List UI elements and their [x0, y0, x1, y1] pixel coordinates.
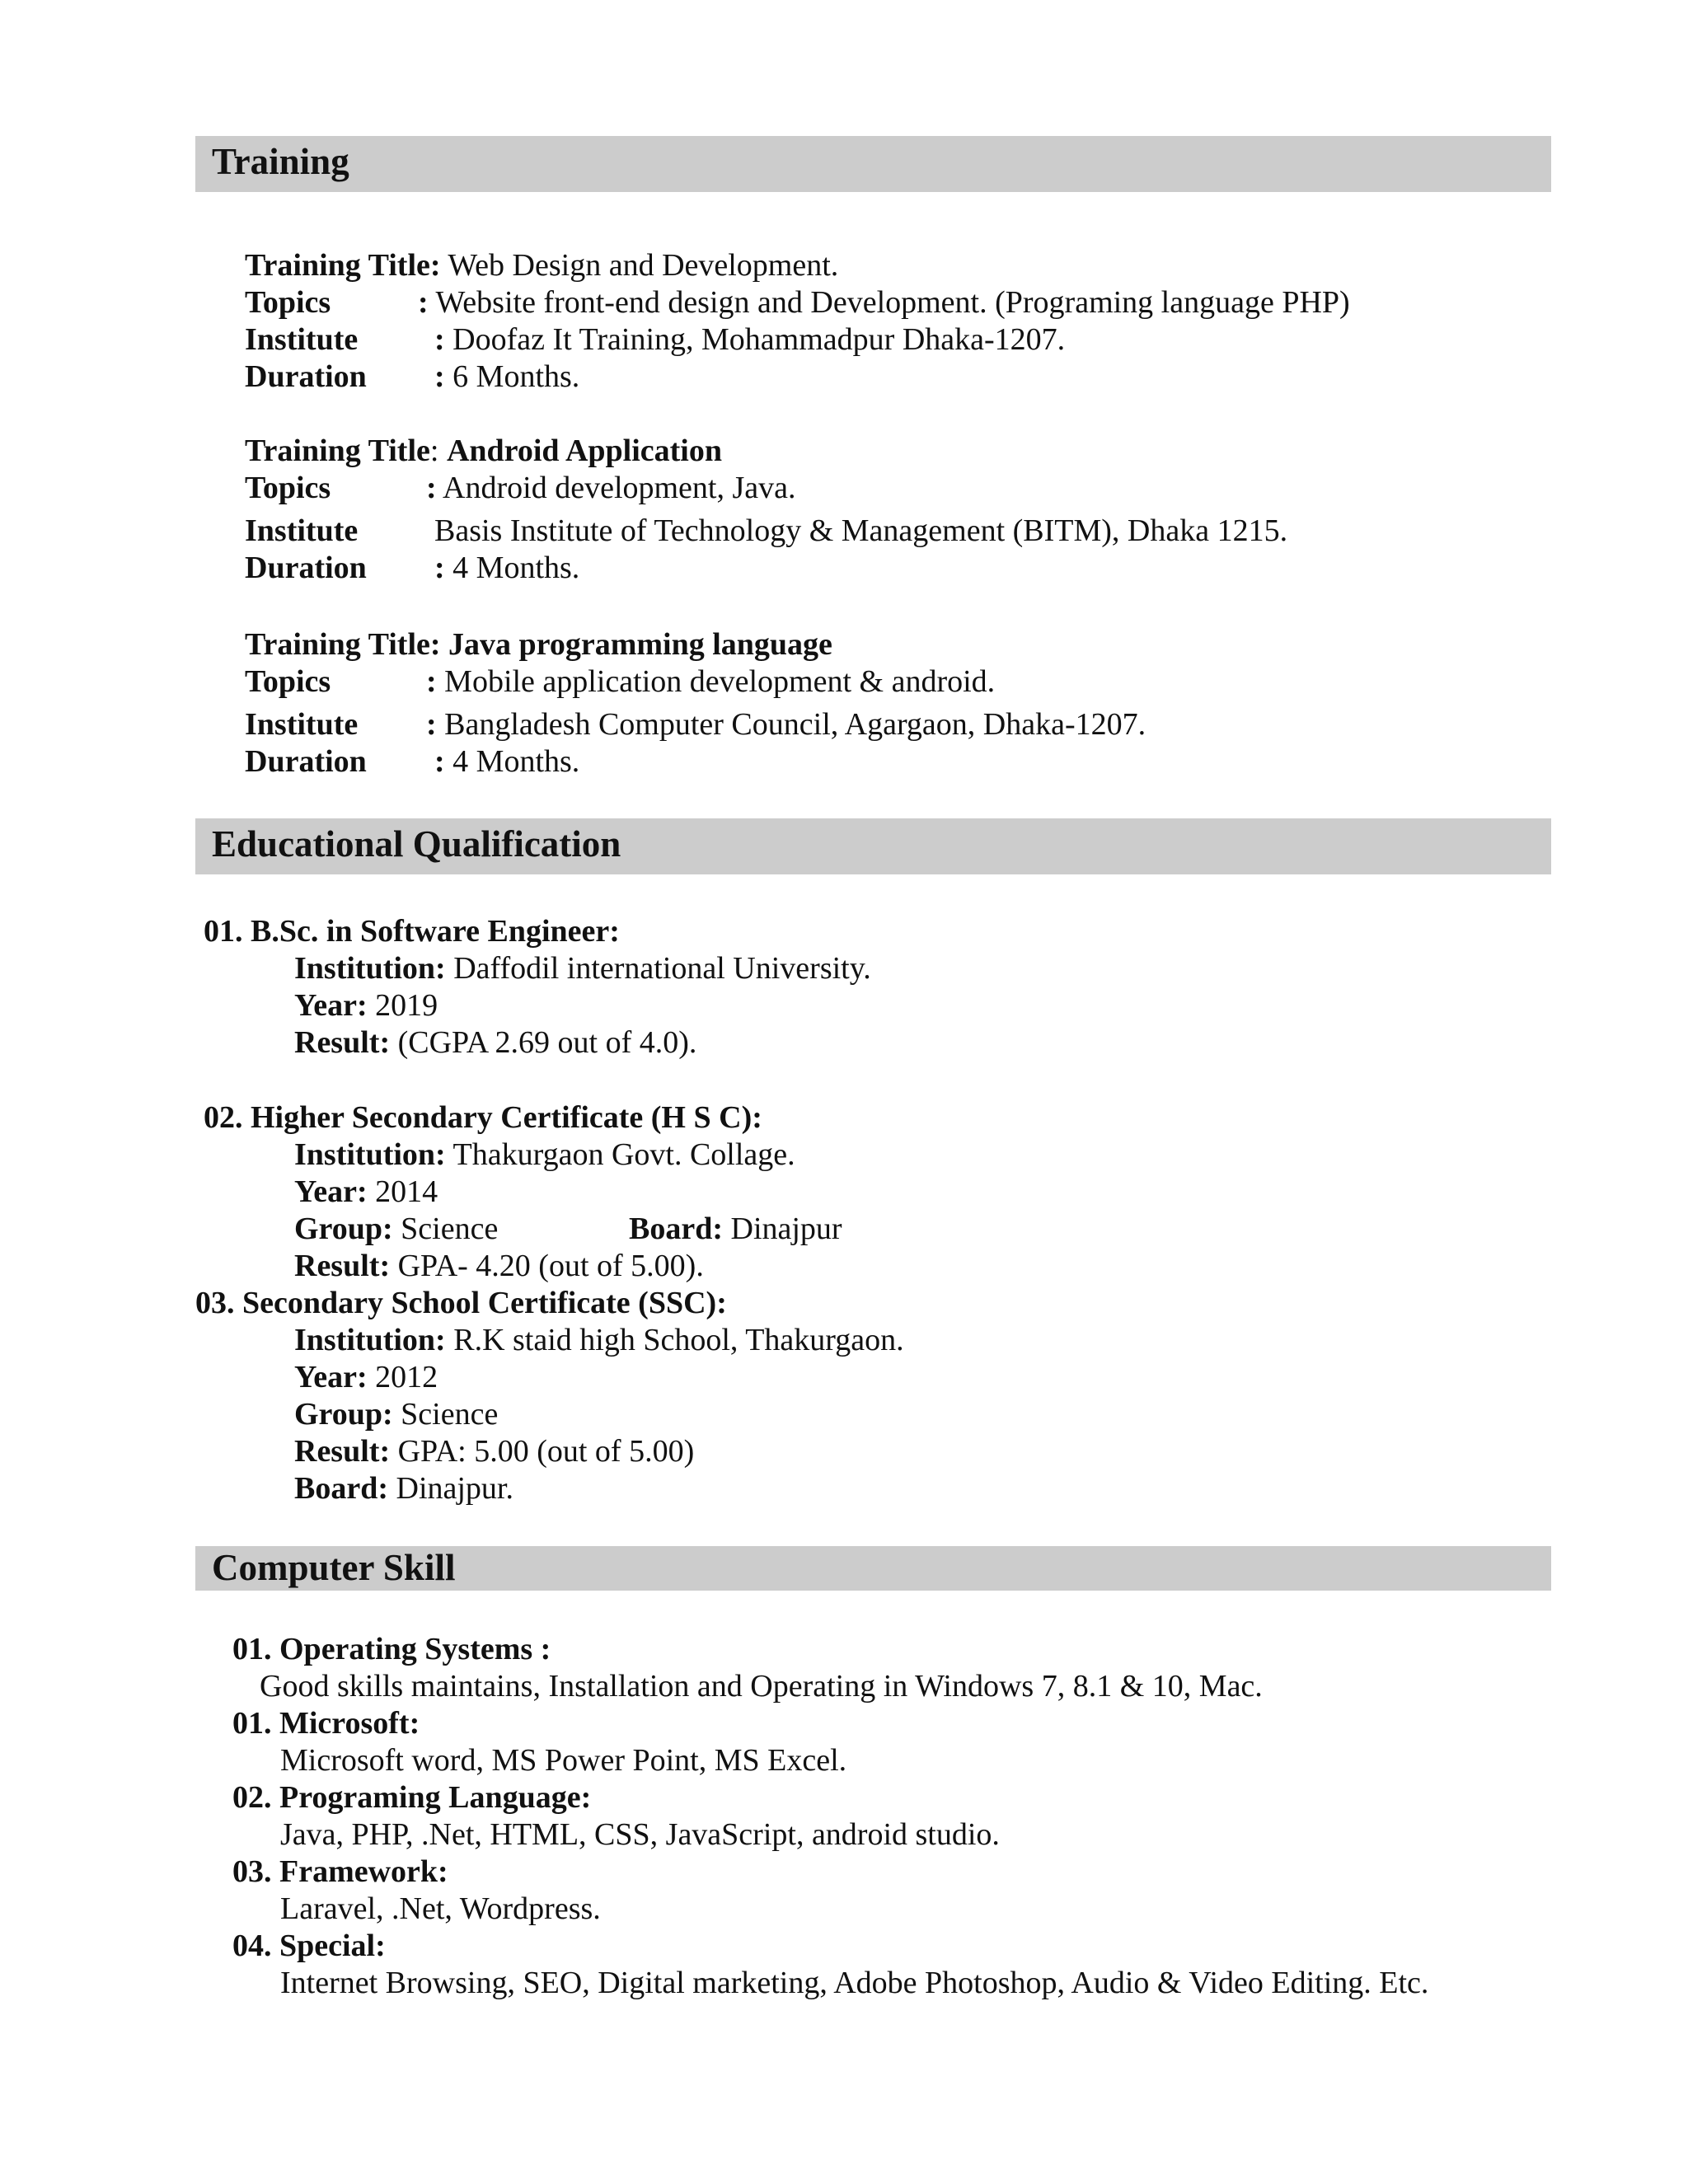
- group-label: Group:: [294, 1397, 393, 1432]
- result-label: Result:: [294, 1025, 391, 1060]
- skill-2-heading: 01. Microsoft:: [232, 1706, 420, 1741]
- ssc-board: [294, 1470, 513, 1507]
- topics-label: Topics: [245, 285, 331, 320]
- board-value: Dinajpur.: [388, 1471, 513, 1506]
- topics-colon: :: [418, 285, 429, 320]
- institution-value: Daffodil international University.: [445, 951, 871, 986]
- training-title-sep: :: [429, 434, 447, 468]
- training-3-institute: [245, 706, 1146, 743]
- result-value: (CGPA 2.69 out of 4.0).: [390, 1025, 697, 1060]
- skill-5-heading: 04. Special:: [232, 1929, 386, 1963]
- skills-section-header: Computer Skill: [195, 1546, 1551, 1591]
- topics-value: Mobile application development & android.: [436, 664, 996, 699]
- duration-value: 4 Months.: [444, 551, 580, 585]
- bsc-result: [294, 1024, 696, 1061]
- hsc-year: [294, 1174, 438, 1210]
- result-label: Result:: [294, 1249, 391, 1283]
- skill-4-detail: Laravel, .Net, Wordpress.: [280, 1891, 601, 1926]
- year-label: Year:: [294, 1174, 368, 1209]
- institution-label: Institution:: [294, 1137, 446, 1172]
- training-title-label: Training Title: Java programming language: [245, 627, 832, 662]
- result-value: GPA- 4.20 (out of 5.00).: [390, 1249, 704, 1283]
- institute-value: Bangladesh Computer Council, Agargaon, Dhaka-1207.: [436, 707, 1146, 742]
- institute-label: Institute: [245, 707, 359, 742]
- institute-label: Institute: [245, 322, 359, 357]
- institution-label: Institution:: [294, 1323, 446, 1357]
- training-1-title: [245, 247, 838, 284]
- ssc-year: [294, 1359, 438, 1395]
- topics-label: Topics: [245, 664, 331, 699]
- training-1-institute: [245, 321, 1065, 358]
- hsc-board: [629, 1211, 842, 1247]
- year-label: Year:: [294, 1360, 368, 1394]
- skill-4-heading: 03. Framework:: [232, 1854, 448, 1889]
- skill-2-detail: Microsoft word, MS Power Point, MS Excel.: [280, 1743, 847, 1778]
- training-title-label: Training Title:: [245, 248, 441, 283]
- ssc-institution: [294, 1322, 904, 1358]
- duration-colon: :: [434, 744, 445, 779]
- year-value: 2014: [367, 1174, 438, 1209]
- topics-value: Website front-end design and Development. (Programing language PHP): [428, 285, 1350, 320]
- duration-label: Duration: [245, 744, 367, 779]
- hsc-heading: 02. Higher Secondary Certificate (H S C):: [204, 1100, 762, 1135]
- skill-3-detail: Java, PHP, .Net, HTML, CSS, JavaScript, android studio.: [280, 1817, 1000, 1852]
- topics-colon: :: [426, 471, 437, 505]
- bsc-year: [294, 987, 438, 1024]
- board-value: Dinajpur: [723, 1212, 842, 1246]
- training-1-duration: [245, 359, 579, 395]
- training-2-topics: [245, 470, 796, 506]
- duration-value: 4 Months.: [444, 744, 580, 779]
- hsc-result: [294, 1248, 704, 1284]
- year-value: 2019: [367, 988, 438, 1023]
- year-value: 2012: [367, 1360, 438, 1394]
- institute-value: Basis Institute of Technology & Management (BITM), Dhaka 1215.: [434, 513, 1288, 548]
- skill-3-heading: 02. Programing Language:: [232, 1780, 592, 1815]
- result-value: GPA: 5.00 (out of 5.00): [390, 1434, 695, 1469]
- training-title-label: Training Title: [245, 434, 430, 468]
- duration-value: 6 Months.: [444, 359, 580, 394]
- training-3-topics: [245, 663, 995, 700]
- ssc-group: [294, 1396, 498, 1432]
- duration-label: Duration: [245, 551, 367, 585]
- board-label: Board:: [294, 1471, 388, 1506]
- training-title-value: Android Application: [446, 434, 722, 468]
- institute-value: Doofaz It Training, Mohammadpur Dhaka-1207.: [444, 322, 1066, 357]
- topics-value: Android development, Java.: [436, 471, 796, 505]
- education-section-header: Educational Qualification: [195, 818, 1551, 874]
- training-title-value: Web Design and Development.: [440, 248, 839, 283]
- group-value: Science: [392, 1397, 499, 1432]
- training-2-institute: [245, 513, 1287, 549]
- duration-colon: :: [434, 359, 445, 394]
- topics-label: Topics: [245, 471, 331, 505]
- topics-colon: :: [426, 664, 437, 699]
- ssc-heading: 03. Secondary School Certificate (SSC):: [195, 1286, 727, 1320]
- hsc-institution: [294, 1137, 795, 1173]
- training-2-duration: [245, 550, 579, 586]
- training-section-header: Training: [195, 136, 1551, 192]
- group-value: Science: [392, 1212, 499, 1246]
- skill-1-detail: Good skills maintains, Installation and Operating in Windows 7, 8.1 & 10, Mac.: [260, 1669, 1263, 1704]
- training-3-duration: [245, 743, 579, 780]
- board-label: Board:: [629, 1212, 723, 1246]
- training-3-title: [245, 626, 832, 663]
- bsc-institution: [294, 950, 871, 987]
- duration-label: Duration: [245, 359, 367, 394]
- ssc-result: [294, 1433, 694, 1469]
- institution-label: Institution:: [294, 951, 446, 986]
- institute-colon: :: [434, 322, 445, 357]
- training-1-topics: [245, 284, 1350, 321]
- training-2-title: [245, 433, 722, 469]
- institution-value: Thakurgaon Govt. Collage.: [445, 1137, 795, 1172]
- institute-label: Institute: [245, 513, 359, 548]
- year-label: Year:: [294, 988, 368, 1023]
- result-label: Result:: [294, 1434, 391, 1469]
- hsc-group: [294, 1211, 498, 1247]
- institution-value: R.K staid high School, Thakurgaon.: [445, 1323, 904, 1357]
- institute-colon: :: [426, 707, 437, 742]
- group-label: Group:: [294, 1212, 393, 1246]
- duration-colon: :: [434, 551, 445, 585]
- skill-5-detail: Internet Browsing, SEO, Digital marketing, Adobe Photoshop, Audio & Video Editing. Etc.: [280, 1966, 1429, 2000]
- skill-1-heading: 01. Operating Systems :: [232, 1632, 551, 1666]
- bsc-heading: 01. B.Sc. in Software Engineer:: [204, 914, 620, 949]
